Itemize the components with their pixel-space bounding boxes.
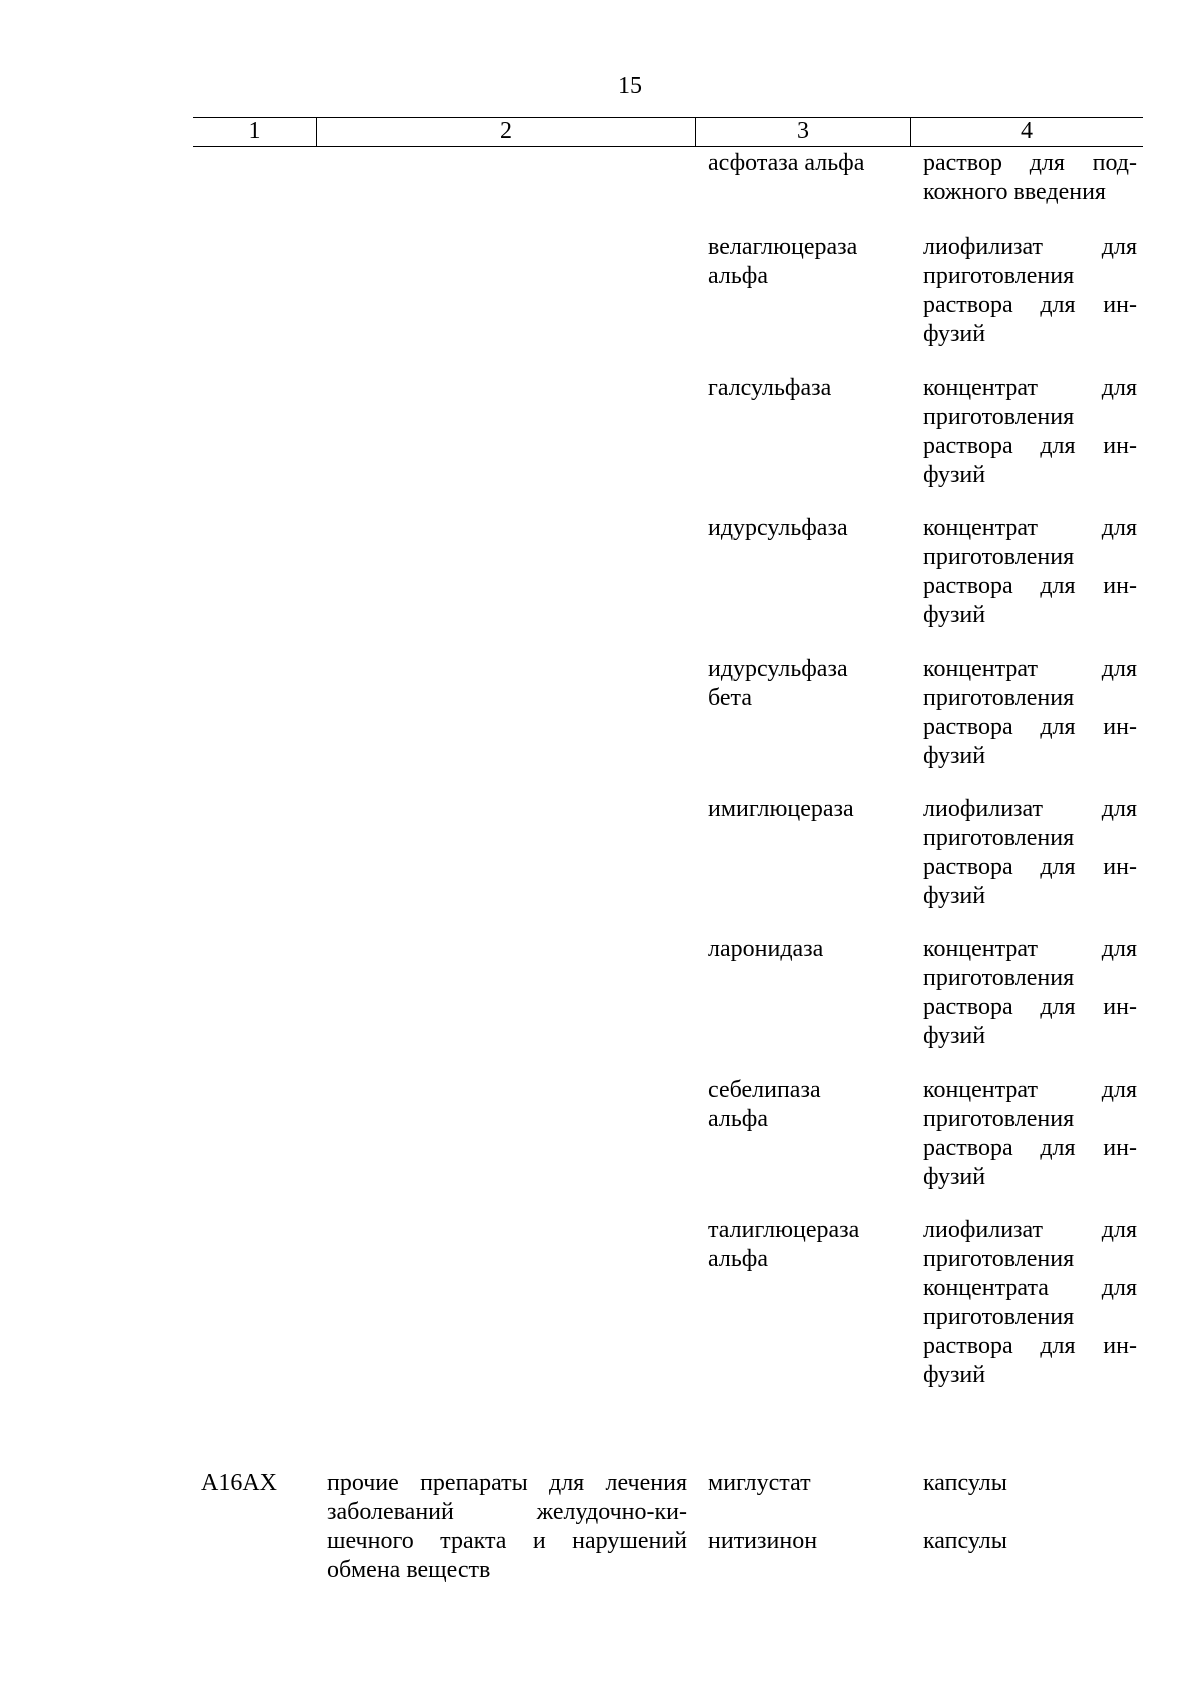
dosage-form-cell: капсулы (923, 1528, 1007, 1554)
dosage-form-cell (911, 374, 1143, 490)
drug-name-cell (696, 655, 911, 771)
dosage-form-cell (911, 149, 1143, 207)
drug-name-cell (696, 1216, 911, 1390)
dosage-form-line: концентрата для (923, 1275, 1137, 1301)
table-row (193, 149, 1143, 207)
column-header-4: 4 (1021, 118, 1033, 144)
drug-name-cell (696, 514, 911, 630)
group-description-line: шечного тракта и нарушений (327, 1528, 687, 1554)
drug-name-cell (696, 935, 911, 1051)
drug-name-line: альфа (708, 1246, 768, 1272)
dosage-form-cell (911, 1216, 1143, 1390)
dosage-form-cell (911, 655, 1143, 771)
table-row (193, 1216, 1143, 1390)
dosage-form-line: фузий (923, 1362, 986, 1388)
dosage-form-line: фузий (923, 883, 986, 909)
dosage-form-line: фузий (923, 1023, 986, 1049)
dosage-form-line: раствора для ин- (923, 714, 1137, 740)
table-row (193, 233, 1143, 349)
drug-name-cell (696, 233, 911, 349)
dosage-form-line: приготовления (923, 1106, 1075, 1132)
drug-name-line: себелипаза (708, 1077, 821, 1103)
dosage-form-line: приготовления (923, 263, 1075, 289)
dosage-form-line: приготовления (923, 965, 1075, 991)
drug-name-line: бета (708, 685, 752, 711)
group-description-line: обмена веществ (327, 1557, 491, 1583)
dosage-form-cell (911, 1076, 1143, 1192)
table-row (193, 374, 1143, 490)
drug-name-line: велаглюцераза (708, 234, 858, 260)
dosage-form-line: фузий (923, 743, 986, 769)
dosage-form-line: фузий (923, 462, 986, 488)
dosage-form-line: раствора для ин- (923, 1333, 1137, 1359)
drug-name-cell (696, 795, 911, 911)
dosage-form-line: раствора для ин- (923, 433, 1137, 459)
drug-name-cell (696, 1076, 911, 1192)
dosage-form-line: лиофилизат для (923, 1217, 1137, 1243)
dosage-form-line: приготовления (923, 685, 1075, 711)
dosage-form-cell (911, 514, 1143, 630)
drug-name-cell (696, 149, 911, 207)
dosage-form-line: концентрат для (923, 515, 1137, 541)
dosage-form-cell (911, 795, 1143, 911)
dosage-form-line: фузий (923, 1164, 986, 1190)
dosage-form-cell: капсулы (923, 1470, 1007, 1496)
drug-name-line: талиглюцераза (708, 1217, 860, 1243)
dosage-form-line: фузий (923, 602, 986, 628)
column-header-1: 1 (193, 118, 317, 146)
table-row (193, 935, 1143, 1051)
dosage-form-line: кожного введения (923, 179, 1106, 205)
table-header-row (193, 117, 1143, 147)
drug-name-line: идурсульфаза (708, 656, 848, 682)
drug-name-line: идурсульфаза (708, 515, 848, 541)
drug-name-line: альфа (708, 1106, 768, 1132)
dosage-form-line: лиофилизат для (923, 234, 1137, 260)
drug-name-cell: миглустат (708, 1470, 811, 1496)
dosage-form-line: приготовления (923, 1304, 1075, 1330)
drug-name-line: альфа (708, 263, 768, 289)
dosage-form-line: приготовления (923, 544, 1075, 570)
group-description-cell (327, 1469, 687, 1585)
atc-code-cell: A16AX (201, 1470, 277, 1496)
dosage-form-line: раствора для ин- (923, 994, 1137, 1020)
dosage-form-line: раствора для ин- (923, 854, 1137, 880)
dosage-form-line: приготовления (923, 404, 1075, 430)
table-row (193, 1076, 1143, 1192)
dosage-form-line: раствора для ин- (923, 292, 1137, 318)
drug-name-line: имиглюцераза (708, 796, 854, 822)
dosage-form-line: раствора для ин- (923, 1135, 1137, 1161)
dosage-form-cell (911, 233, 1143, 349)
page-number: 15 (618, 73, 642, 99)
group-description-line: заболеваний желудочно-ки- (327, 1499, 687, 1525)
dosage-form-line: концентрат для (923, 656, 1137, 682)
table-row (193, 655, 1143, 771)
column-header-2: 2 (317, 118, 696, 146)
drug-name-line: галсульфаза (708, 375, 832, 401)
dosage-form-line: приготовления (923, 825, 1075, 851)
dosage-form-line: концентрат для (923, 1077, 1137, 1103)
column-header-3: 3 (696, 118, 911, 146)
dosage-form-line: фузий (923, 321, 986, 347)
drug-name-cell (696, 374, 911, 490)
dosage-form-cell (911, 935, 1143, 1051)
drug-name-line: ларонидаза (708, 936, 824, 962)
group-description-line: прочие препараты для лечения (327, 1470, 687, 1496)
drug-name-cell: нитизинон (708, 1528, 818, 1554)
dosage-form-line: концентрат для (923, 375, 1137, 401)
table-row (193, 795, 1143, 911)
table-row (193, 514, 1143, 630)
drug-name-line: асфотаза альфа (708, 150, 865, 176)
dosage-form-line: раствора для ин- (923, 573, 1137, 599)
dosage-form-line: концентрат для (923, 936, 1137, 962)
dosage-form-line: раствор для под- (923, 150, 1137, 176)
dosage-form-line: приготовления (923, 1246, 1075, 1272)
dosage-form-line: лиофилизат для (923, 796, 1137, 822)
